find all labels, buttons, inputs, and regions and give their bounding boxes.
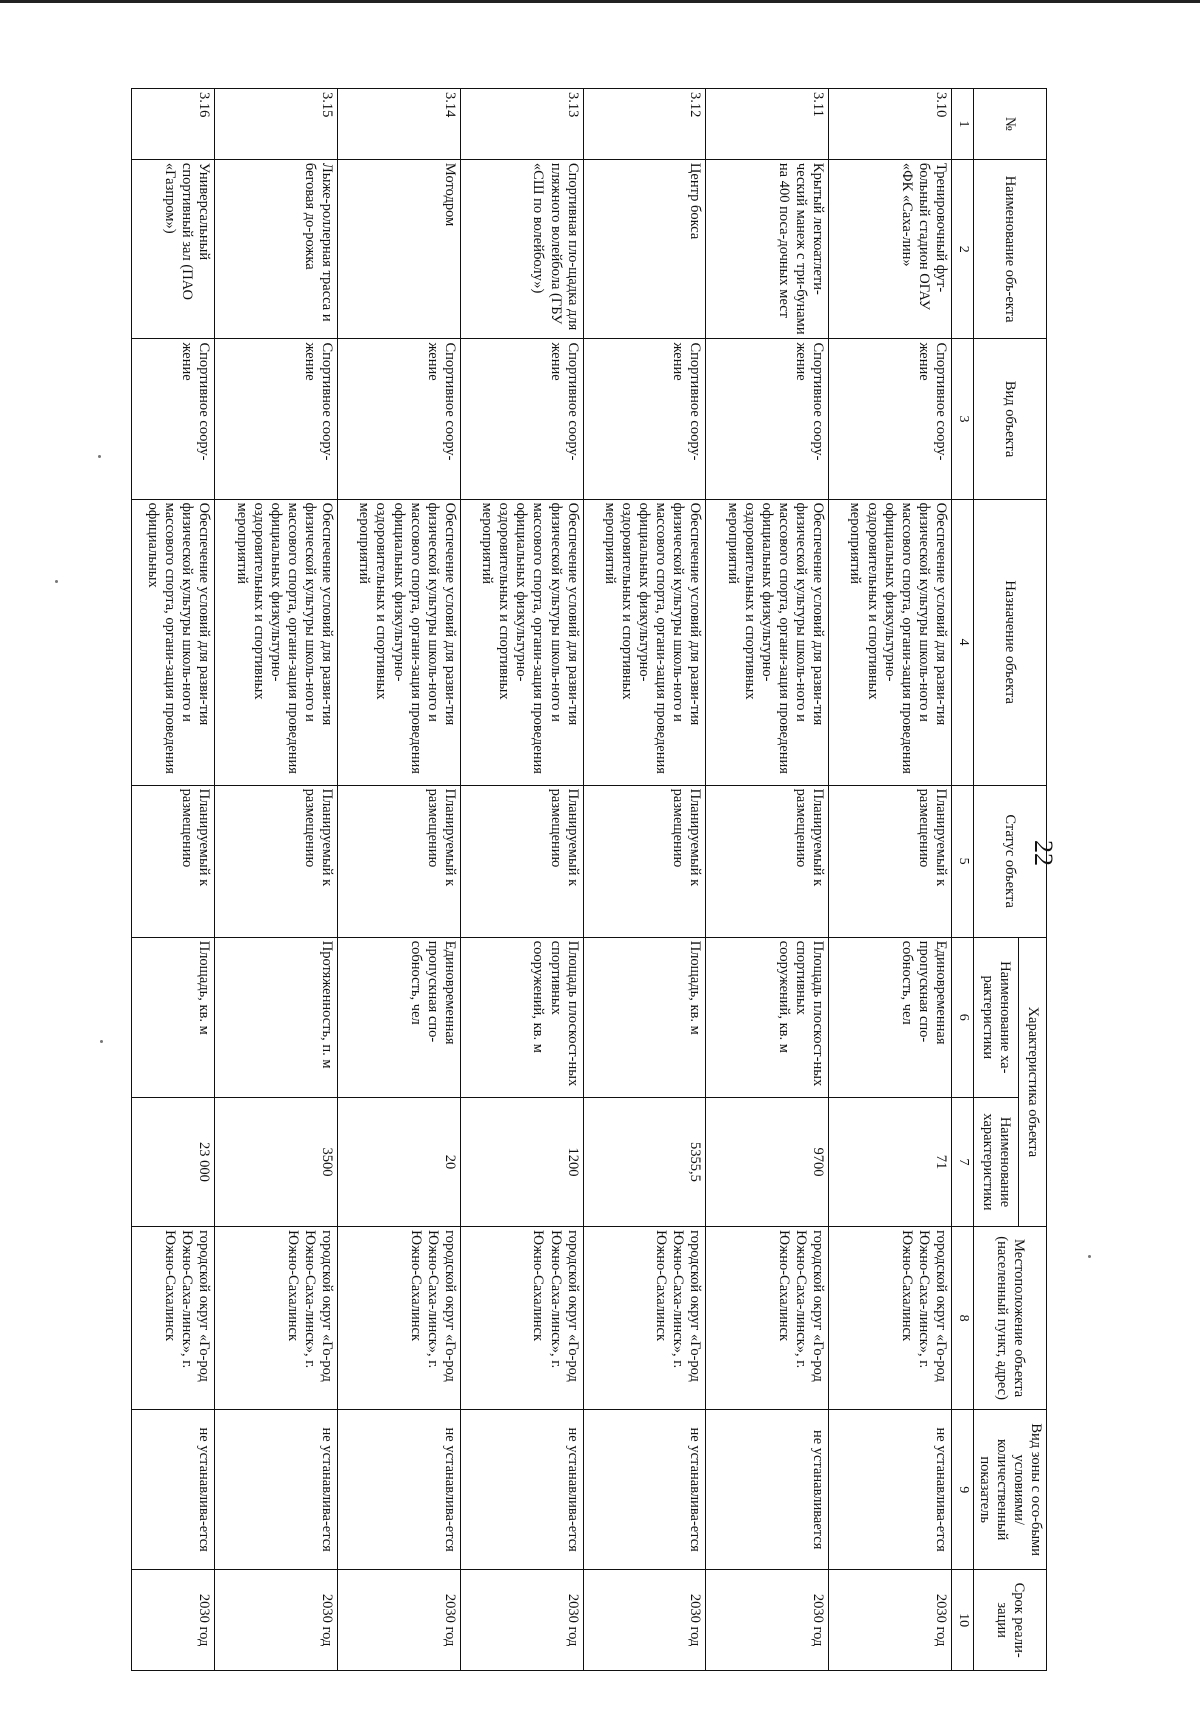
header-no: № xyxy=(973,89,1046,160)
column-number: 5 xyxy=(952,785,974,937)
cell-term: 2030 год xyxy=(829,1570,952,1671)
cell-status: Планируемый к размещению xyxy=(583,785,706,937)
cell-location: городской округ «Го-род Южно-Саха-линск», г. Южно-Сахалинск xyxy=(338,1227,461,1410)
cell-name: Крытый легкоатлети-ческий манеж с три-бунами на 400 поса-дочных мест xyxy=(706,159,829,339)
column-number: 2 xyxy=(952,159,974,339)
table-row xyxy=(338,89,461,1671)
cell-char-name: Площадь, кв. м xyxy=(583,937,706,1097)
cell-zone: не устанавлива-ется xyxy=(215,1410,338,1570)
cell-term: 2030 год xyxy=(460,1570,583,1671)
table-row xyxy=(706,89,829,1671)
cell-purpose: Обеспечение условий для разви-тия физической культуры школь-ного и массового спорта, органи-зация проведения официальных физкультурно-оздоровительных и спортивных мероприятий xyxy=(460,499,583,785)
cell-char-value: 3500 xyxy=(215,1097,338,1226)
cell-status: Планируемый к размещению xyxy=(131,785,215,937)
column-number: 8 xyxy=(952,1227,974,1410)
cell-name: Спортивная пло-щадка для пляжного волейбола (ГБУ «СШ по волейболу») xyxy=(460,159,583,339)
cell-zone: не устанавлива-ется xyxy=(131,1410,215,1570)
cell-no: 3.15 xyxy=(215,89,338,160)
cell-kind: Спортивное соору-жение xyxy=(460,339,583,499)
cell-term: 2030 год xyxy=(131,1570,215,1671)
cell-char-name: Площадь, кв. м xyxy=(131,937,215,1097)
cell-location: городской округ «Го-род Южно-Саха-линск», г. Южно-Сахалинск xyxy=(583,1227,706,1410)
column-number: 7 xyxy=(952,1097,974,1226)
cell-name: Лыже-роллерная трасса и беговая до-рожка xyxy=(215,159,338,339)
header-purpose: Назначение объекта xyxy=(973,499,1046,785)
table-row xyxy=(583,89,706,1671)
column-number: 1 xyxy=(952,89,974,160)
cell-no: 3.10 xyxy=(829,89,952,160)
cell-char-name: Протяженность, п. м xyxy=(215,937,338,1097)
header-char-value: Наименование характеристики xyxy=(973,1097,1019,1226)
header-name: Наименование объ-екта xyxy=(973,159,1046,339)
cell-purpose: Обеспечение условий для разви-тия физической культуры школь-ного и массового спорта, органи-зация проведения официальных физкультурно-оздоровительных и спортивных мероприятий xyxy=(583,499,706,785)
column-number: 10 xyxy=(952,1570,974,1671)
cell-char-name: Единовременная пропускная спо-собность, чел xyxy=(829,937,952,1097)
cell-location: городской округ «Го-род Южно-Саха-линск», г. Южно-Сахалинск xyxy=(215,1227,338,1410)
cell-purpose: Обеспечение условий для разви-тия физической культуры школь-ного и массового спорта, органи-зация проведения официальных физкультурно-оздоровительных и спортивных мероприятий xyxy=(706,499,829,785)
cell-no: 3.16 xyxy=(131,89,215,160)
cell-term: 2030 год xyxy=(215,1570,338,1671)
cell-kind: Спортивное соору-жение xyxy=(338,339,461,499)
cell-status: Планируемый к размещению xyxy=(829,785,952,937)
cell-kind: Спортивное соору-жение xyxy=(215,339,338,499)
cell-location: городской округ «Го-род Южно-Саха-линск», г. Южно-Сахалинск xyxy=(460,1227,583,1410)
cell-no: 3.14 xyxy=(338,89,461,160)
cell-zone: не устанавлива-ется xyxy=(829,1410,952,1570)
cell-no: 3.12 xyxy=(583,89,706,160)
header-kind: Вид объекта xyxy=(973,339,1046,499)
cell-char-name: Площадь плоскост-ных спортивных сооружений, кв. м xyxy=(460,937,583,1097)
cell-term: 2030 год xyxy=(706,1570,829,1671)
header-zone: Вид зоны с осо-быми условиями/ количественный показатель xyxy=(973,1410,1046,1570)
column-number: 6 xyxy=(952,937,974,1097)
cell-no: 3.11 xyxy=(706,89,829,160)
cell-status: Планируемый к размещению xyxy=(706,785,829,937)
rotated-table-wrapper xyxy=(140,88,1047,1671)
header-characteristics: Характеристика объекта xyxy=(1019,937,1047,1226)
cell-name: Универсальный спортивный зал (ПАО «Газпром») xyxy=(131,159,215,339)
cell-location: городской округ «Го-род Южно-Саха-линск», г. Южно-Сахалинск xyxy=(706,1227,829,1410)
cell-purpose: Обеспечение условий для разви-тия физической культуры школь-ного и массового спорта, органи-зация проведения официальных физкультурно-оздоровительных и спортивных мероприятий xyxy=(829,499,952,785)
column-number: 9 xyxy=(952,1410,974,1570)
cell-location: городской округ «Го-род Южно-Саха-линск», г. Южно-Сахалинск xyxy=(131,1227,215,1410)
scan-top-edge xyxy=(0,0,1200,3)
cell-char-value: 20 xyxy=(338,1097,461,1226)
scan-speck xyxy=(55,580,58,583)
table-row xyxy=(460,89,583,1671)
cell-char-name: Площадь плоскост-ных спортивных сооружений, кв. м xyxy=(706,937,829,1097)
cell-status: Планируемый к размещению xyxy=(338,785,461,937)
cell-name: Тренировочный фут-больный стадион ОГАУ «ФК «Саха-лин» xyxy=(829,159,952,339)
cell-purpose: Обеспечение условий для разви-тия физической культуры школь-ного и массового спорта, органи-зация проведения официальных физкультурно-оздоровительных и спортивных мероприятий xyxy=(338,499,461,785)
cell-char-name: Единовременная пропускная спо-собность, чел xyxy=(338,937,461,1097)
header-term: Срок реали-зации xyxy=(973,1570,1046,1671)
table-row xyxy=(131,89,215,1671)
cell-zone: не устанавлива-ется xyxy=(338,1410,461,1570)
cell-char-value: 71 xyxy=(829,1097,952,1226)
table-row xyxy=(215,89,338,1671)
cell-purpose: Обеспечение условий для разви-тия физической культуры школь-ного и массового спорта, органи-зация проведения официальных xyxy=(131,499,215,785)
cell-char-value: 1200 xyxy=(460,1097,583,1226)
cell-kind: Спортивное соору-жение xyxy=(583,339,706,499)
header-status: Статус объекта xyxy=(973,785,1046,937)
cell-location: городской округ «Го-род Южно-Саха-линск», г. Южно-Сахалинск xyxy=(829,1227,952,1410)
cell-zone: не устанавливается xyxy=(706,1410,829,1570)
cell-status: Планируемый к размещению xyxy=(215,785,338,937)
cell-status: Планируемый к размещению xyxy=(460,785,583,937)
table-row xyxy=(829,89,952,1671)
cell-kind: Спортивное соору-жение xyxy=(706,339,829,499)
header-row xyxy=(1019,89,1047,1671)
scan-speck xyxy=(98,455,101,458)
column-number: 3 xyxy=(952,339,974,499)
page-number: 22 xyxy=(1029,840,1058,866)
header-char-name: Наименование ха-рактеристики xyxy=(973,937,1019,1097)
cell-name: Центр бокса xyxy=(583,159,706,339)
cell-char-value: 5355,5 xyxy=(583,1097,706,1226)
scan-speck xyxy=(1088,1255,1091,1258)
cell-zone: не устанавлива-ется xyxy=(583,1410,706,1570)
cell-term: 2030 год xyxy=(338,1570,461,1671)
cell-no: 3.13 xyxy=(460,89,583,160)
cell-kind: Спортивное соору-жение xyxy=(829,339,952,499)
cell-term: 2030 год xyxy=(583,1570,706,1671)
column-number: 4 xyxy=(952,499,974,785)
header-location: Местоположение объекта (населенный пункт, адрес) xyxy=(973,1227,1046,1410)
cell-zone: не устанавлива-ется xyxy=(460,1410,583,1570)
objects-table xyxy=(131,88,1047,1671)
cell-char-value: 23 000 xyxy=(131,1097,215,1226)
scan-speck xyxy=(100,1040,103,1043)
column-numbers-row xyxy=(952,89,974,1671)
cell-name: Мотодром xyxy=(338,159,461,339)
cell-purpose: Обеспечение условий для разви-тия физической культуры школь-ного и массового спорта, органи-зация проведения официальных физкультурно-оздоровительных и спортивных мероприятий xyxy=(215,499,338,785)
cell-char-value: 9700 xyxy=(706,1097,829,1226)
cell-kind: Спортивное соору-жение xyxy=(131,339,215,499)
